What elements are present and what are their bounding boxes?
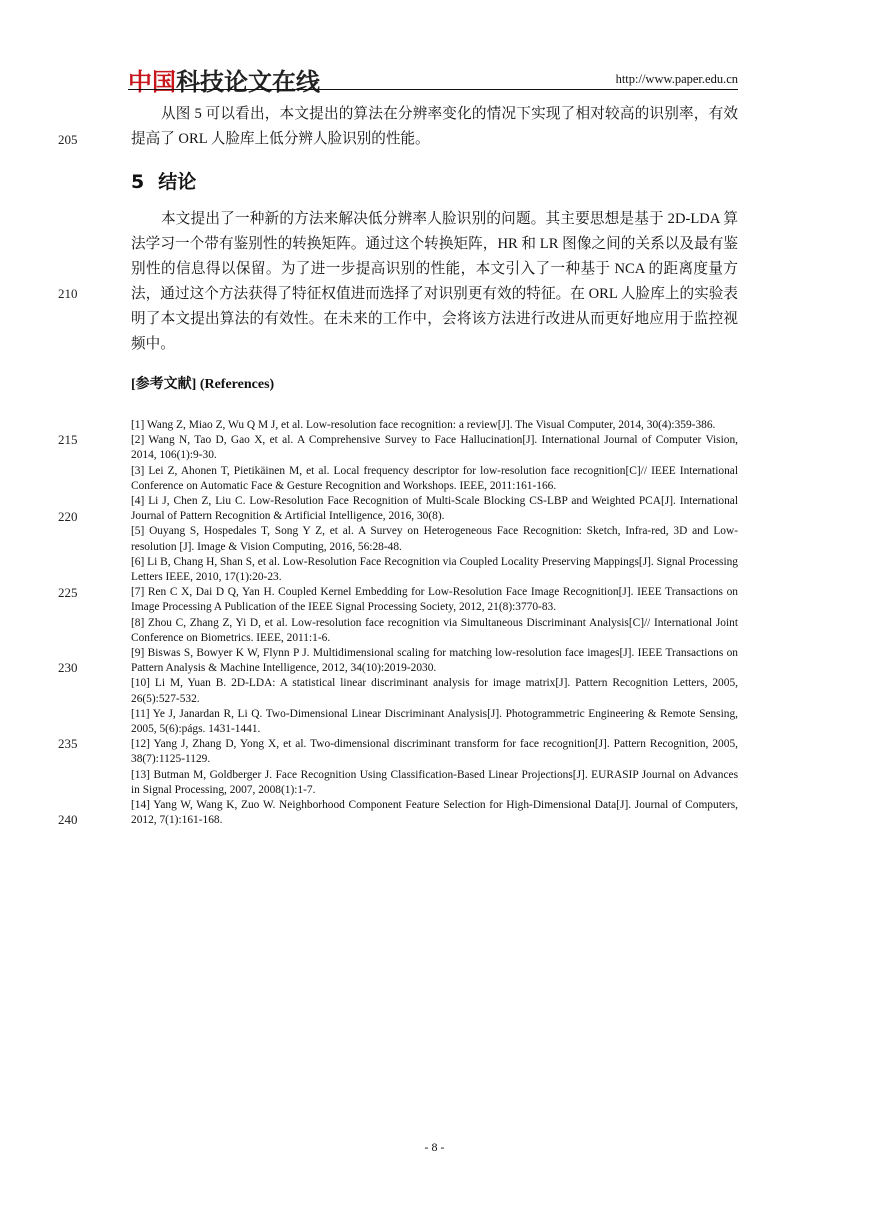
reference-item: [13] Butman M, Goldberger J. Face Recognition Using Classification-Based Linear Projections[J]. EURASIP Journal on Advances in Signal Processing, 2007, 2008(1):1-7.	[131, 768, 738, 796]
reference-item: [9] Biswas S, Bowyer K W, Flynn P J. Multidimensional scaling for matching low-resolution face images[J]. IEEE Transactions on Pattern Analysis & Machine Intelligence, 2012, 34(10):2019-2030.	[131, 647, 738, 675]
logo-red-text: 中国	[128, 68, 176, 96]
header-divider	[128, 89, 738, 90]
reference-item: [12] Yang J, Zhang D, Yong X, et al. Two-dimensional discriminant transform for face recognition[J]. Pattern Recognition, 2005, 38(7):1125-1129.	[131, 738, 738, 766]
section-title: 结论	[158, 171, 197, 193]
reference-item: [7] Ren C X, Dai D Q, Yan H. Coupled Kernel Embedding for Low-Resolution Face Image Recognition[J]. IEEE Transactions on Image Processing A Publication of the IEEE Signal Processing Society, 2012, 21(8):3770-83.	[131, 586, 738, 614]
line-number: 210	[58, 286, 78, 301]
line-number: 215	[58, 432, 78, 447]
line-number: 220	[58, 509, 78, 524]
section-number: 5	[131, 171, 145, 193]
header-url[interactable]: http://www.paper.edu.cn	[615, 72, 738, 86]
line-number: 230	[58, 660, 78, 675]
line-number: 240	[58, 812, 78, 827]
intro-paragraph: 从图 5 可以看出，本文提出的算法在分辨率变化的情况下实现了相对较高的识别率，有效提高了 ORL 人脸库上低分辨人脸识别的性能。	[131, 106, 738, 147]
reference-item: [5] Ouyang S, Hospedales T, Song Y Z, et al. A Survey on Heterogeneous Face Recognition: Sketch, Infra-red, 3D and Low-resolution [J]. Image & Vision Computing, 2016, 56:28-48.	[131, 525, 738, 553]
reference-list	[131, 418, 738, 828]
line-number: 225	[58, 585, 78, 600]
reference-item: [2] Wang N, Tao D, Gao X, et al. A Comprehensive Survey to Face Hallucination[J]. International Journal of Computer Vision, 2014, 106(1):9-30.	[131, 434, 738, 462]
line-number: 205	[58, 132, 78, 147]
reference-item: [4] Li J, Chen Z, Liu C. Low-Resolution Face Recognition of Multi-Scale Blocking CS-LBP and Weighted PCA[J]. International Journal of Pattern Recognition & Artificial Intelligence, 2016, 30(8).	[131, 495, 738, 523]
reference-item: [6] Li B, Chang H, Shan S, et al. Low-Resolution Face Recognition via Coupled Locality Preserving Mappings[J]. Signal Processing Letters IEEE, 2010, 17(1):20-23.	[131, 555, 738, 584]
section-heading	[131, 167, 196, 194]
conclusion-paragraph: 本文提出了一种新的方法来解决低分辨率人脸识别的问题。其主要思想是基于 2D-LDA 算法学习一个带有鉴别性的转换矩阵。通过这个转换矩阵，HR 和 LR 图像之间的关系以及最有鉴别性的信息得以保留。为了进一步提高识别的性能，本文引入了一种基于 NCA 的距离度量方法，通过这个方法获得了特征权值进而选择了对识别更有效的特征。在 ORL 人脸库上的实验表明了本文提出算法的有效性。在未来的工作中，会将该方法进行改进从而更好地应用于监控视频中。	[131, 211, 738, 352]
reference-item: [8] Zhou C, Zhang Z, Yi D, et al. Low-resolution face recognition via Simultaneous Discriminant Analysis[C]// International Joint Conference on Biometrics. IEEE, 2011:1-6.	[131, 616, 738, 644]
reference-item: [14] Yang W, Wang K, Zuo W. Neighborhood Component Feature Selection for High-Dimensional Data[J]. Journal of Computers, 2012, 7(1):161-168.	[131, 799, 738, 827]
page-number: - 8 -	[424, 1140, 445, 1154]
references-title: [参考文献] (References)	[131, 377, 275, 392]
journal-logo	[128, 62, 320, 97]
reference-item: [10] Li M, Yuan B. 2D-LDA: A statistical linear discriminant analysis for image matrix[J]. Pattern Recognition Letters, 2005, 26(5):527-532.	[131, 677, 738, 705]
reference-item: [3] Lei Z, Ahonen T, Pietikäinen M, et al. Local frequency descriptor for low-resolution face recognition[C]// IEEE International Conference on Automatic Face & Gesture Recognition and Workshops. IEEE, 2011:161-166.	[131, 464, 738, 492]
reference-item: [1] Wang Z, Miao Z, Wu Q M J, et al. Low-resolution face recognition: a review[J]. The Visual Computer, 2014, 30(4):359-386.	[131, 419, 716, 431]
line-number: 235	[58, 736, 78, 751]
reference-item: [11] Ye J, Janardan R, Li Q. Two-Dimensional Linear Discriminant Analysis[J]. Photogrammetric Engineering & Remote Sensing, 2005, 5(6):págs. 1431-1441.	[131, 707, 738, 736]
logo-dark-text: 科技论文在线	[176, 68, 320, 96]
